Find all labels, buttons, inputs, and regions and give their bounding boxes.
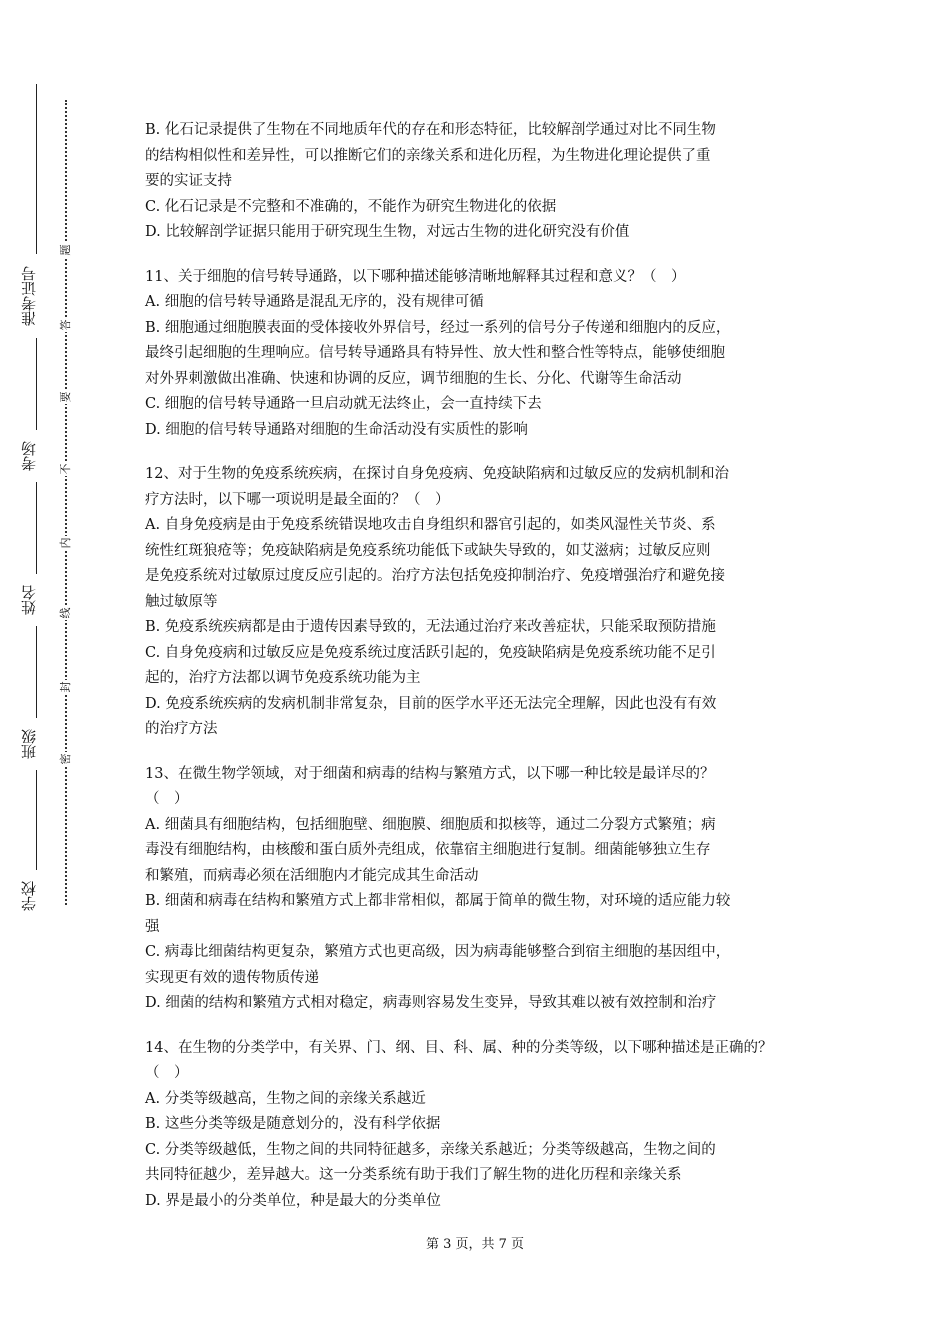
q13-option-d: D. 细菌的结构和繁殖方式相对稳定，病毒则容易发生变异，导致其难以被有效控制和治疗 bbox=[145, 995, 717, 1011]
q12-option-b: B. 免疫系统疾病都是由于遗传因素导致的，无法通过治疗来改善症状，只能采取预防措施 bbox=[145, 619, 716, 635]
exam-room-label: 考场 bbox=[20, 441, 38, 471]
question-12 bbox=[145, 462, 815, 743]
seal-char: 要 bbox=[59, 391, 72, 403]
q13-option-a: A. 细菌具有细胞结构，包括细胞壁、细胞膜、细胞质和拟核等，通过二分裂方式繁殖；病 bbox=[145, 816, 716, 833]
q12-option-a: 统性红斑狼疮等；免疫缺陷病是免疫系统功能低下或缺失导致的，如艾滋病；过敏反应则 bbox=[145, 542, 711, 559]
class-label: 班级 bbox=[20, 729, 38, 759]
q13-option-b: 强 bbox=[145, 918, 160, 935]
seal-char: 答 bbox=[59, 319, 72, 331]
q12-stem: 疗方法时，以下哪一项说明是最全面的？（ ） bbox=[145, 491, 450, 508]
school-line bbox=[36, 770, 37, 870]
q14-option-c: C. 分类等级越低，生物之间的共同特征越多，亲缘关系越近；分类等级越高，生物之间的 bbox=[145, 1141, 716, 1158]
seal-char: 内 bbox=[59, 537, 72, 549]
q12-option-d: 的治疗方法 bbox=[145, 721, 218, 737]
question-14 bbox=[145, 1036, 815, 1215]
q13-stem: （ ） bbox=[145, 791, 189, 807]
q11-option-c: C. 细胞的信号转导通路一旦启动就无法终止，会一直持续下去 bbox=[145, 396, 542, 412]
q12-option-a: A. 自身免疫病是由于免疫系统错误地攻击自身组织和器官引起的，如类风湿性关节炎、系 bbox=[145, 517, 716, 533]
q11-option-b: 最终引起细胞的生理响应。信号转导通路具有特异性、放大性和整合性等特点，能够使细胞 bbox=[145, 345, 725, 361]
seal-char: 题 bbox=[59, 244, 72, 256]
q10-option-b: B. 化石记录提供了生物在不同地质年代的存在和形态特征，比较解剖学通过对比不同生物 bbox=[145, 122, 716, 138]
q11-option-d: D. 细胞的信号转导通路对细胞的生命活动没有实质性的影响 bbox=[145, 421, 528, 438]
name-label: 姓名 bbox=[20, 585, 38, 615]
q13-option-b: B. 细菌和病毒在结构和繁殖方式上都非常相似，都属于简单的微生物，对环境的适应能力较 bbox=[145, 893, 731, 909]
q12-option-c: 起的，治疗方法都以调节免疫系统功能为主 bbox=[145, 670, 421, 686]
exam-room-line bbox=[36, 338, 37, 430]
seal-char: 不 bbox=[59, 463, 72, 475]
q11-option-a: A. 细胞的信号转导通路是混乱无序的，没有规律可循 bbox=[145, 294, 484, 310]
question-13 bbox=[145, 762, 815, 1017]
q10-option-c: C. 化石记录是不完整和不准确的，不能作为研究生物进化的依据 bbox=[145, 198, 557, 215]
seal-char: 线 bbox=[59, 607, 72, 619]
q12-option-a: 触过敏原等 bbox=[145, 593, 218, 610]
q14-option-a: A. 分类等级越高，生物之间的亲缘关系越近 bbox=[145, 1090, 426, 1107]
seal-char: 密 bbox=[59, 753, 72, 765]
seal-dotted-line bbox=[65, 100, 67, 905]
q10-option-d: D. 比较解剖学证据只能用于研究现生生物，对远古生物的进化研究没有价值 bbox=[145, 224, 630, 240]
question-11 bbox=[145, 265, 815, 444]
q12-option-a: 是免疫系统对过敏原过度反应引起的。治疗方法包括免疫抑制治疗、免疫增强治疗和避免接 bbox=[145, 568, 725, 584]
q13-option-a: 和繁殖，而病毒必须在活细胞内才能完成其生命活动 bbox=[145, 867, 479, 884]
q12-stem: 12、对于生物的免疫系统疾病，在探讨自身免疫病、免疫缺陷病和过敏反应的发病机制和治 bbox=[145, 466, 729, 482]
question-content bbox=[145, 118, 815, 1214]
q14-stem: （ ） bbox=[145, 1065, 189, 1081]
name-line bbox=[36, 482, 37, 574]
q11-option-b: 对外界刺激做出准确、快速和协调的反应，调节细胞的生长、分化、代谢等生命活动 bbox=[145, 370, 682, 387]
q13-option-a: 毒没有细胞结构，由核酸和蛋白质外壳组成，依靠宿主细胞进行复制。细菌能够独立生存 bbox=[145, 842, 711, 858]
q13-option-c: 实现更有效的遗传物质传递 bbox=[145, 969, 319, 986]
class-line bbox=[36, 626, 37, 718]
q10-option-b: 的结构相似性和差异性，可以推断它们的亲缘关系和进化历程，为生物进化理论提供了重 bbox=[145, 147, 711, 164]
school-label: 学校 bbox=[20, 881, 38, 911]
exam-id-label: 准考证号 bbox=[20, 266, 38, 326]
q12-option-c: C. 自身免疫病和过敏反应是免疫系统过度活跃引起的，免疫缺陷病是免疫系统功能不足引 bbox=[145, 644, 716, 661]
q12-option-d: D. 免疫系统疾病的发病机制非常复杂，目前的医学水平还无法完全理解，因此也没有有效 bbox=[145, 695, 717, 712]
seal-char: 封 bbox=[59, 681, 72, 693]
q11-stem: 11、关于细胞的信号转导通路，以下哪种描述能够清晰地解释其过程和意义？（ ） bbox=[145, 268, 686, 285]
q13-option-c: C. 病毒比细菌结构更复杂，繁殖方式也更高级，因为病毒能够整合到宿主细胞的基因组中， bbox=[145, 944, 731, 960]
q14-stem: 14、在生物的分类学中，有关界、门、纲、目、科、属、种的分类等级，以下哪种描述是正确的？ bbox=[145, 1039, 773, 1056]
exam-id-line bbox=[36, 84, 37, 254]
q14-option-d: D. 界是最小的分类单位，种是最大的分类单位 bbox=[145, 1192, 441, 1209]
q11-option-b: B. 细胞通过细胞膜表面的受体接收外界信号，经过一系列的信号分子传递和细胞内的反应， bbox=[145, 319, 731, 336]
binding-margin bbox=[0, 0, 100, 1344]
q10-option-b: 要的实证支持 bbox=[145, 173, 232, 189]
q14-option-c: 共同特征越少，差异越大。这一分类系统有助于我们了解生物的进化历程和亲缘关系 bbox=[145, 1167, 682, 1183]
question-10-tail bbox=[145, 118, 815, 246]
q13-stem: 13、在微生物学领域，对于细菌和病毒的结构与繁殖方式，以下哪一种比较是最详尽的？ bbox=[145, 765, 715, 782]
page-footer: 第 3 页，共 7 页 bbox=[425, 1237, 525, 1252]
q14-option-b: B. 这些分类等级是随意划分的，没有科学依据 bbox=[145, 1116, 441, 1132]
